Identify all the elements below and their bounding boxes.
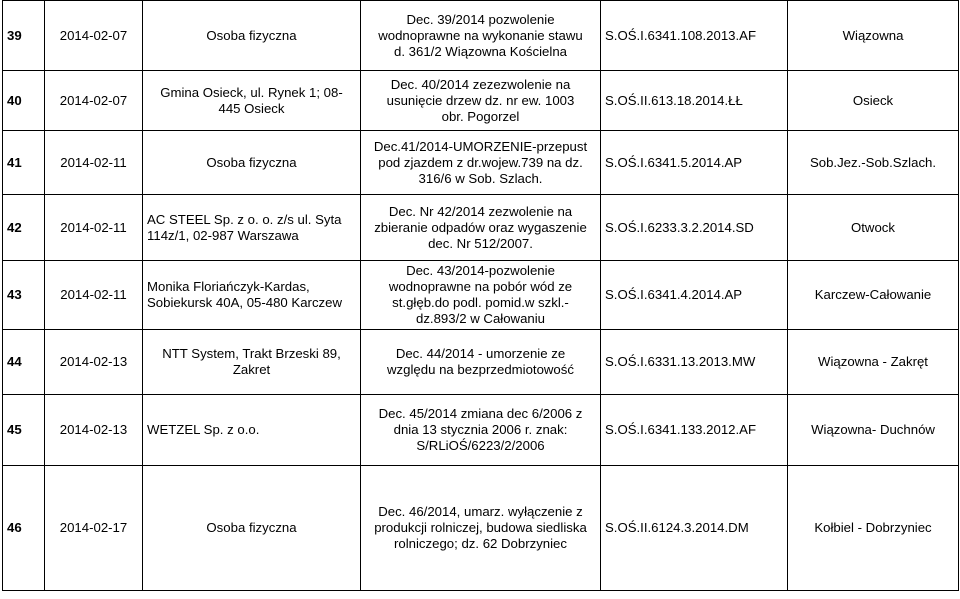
- location: Otwock: [788, 195, 959, 261]
- decision-description-line: produkcji rolniczej, budowa siedliska: [374, 520, 587, 535]
- decision-description-line: st.głęb.do podl. pomid.w szkl.-: [392, 295, 569, 310]
- applicant-line: WETZEL Sp. z o.o.: [147, 422, 260, 437]
- decision-description: [361, 71, 601, 131]
- applicant-line: NTT System, Trakt Brzeski 89,: [162, 346, 341, 361]
- decision-description-line: Dec. 44/2014 - umorzenie ze: [395, 346, 566, 361]
- row-number: 42: [3, 195, 45, 261]
- decision-description-line: Dec. 46/2014, umarz. wyłączenie z: [378, 504, 583, 519]
- applicant-line: Osoba fizyczna: [206, 27, 297, 43]
- case-reference: S.OŚ.I.6341.5.2014.AP: [601, 131, 788, 195]
- table-row: [3, 71, 959, 131]
- decision-description-line: Dec. 43/2014-pozwolenie: [406, 263, 555, 278]
- applicant: [143, 330, 361, 395]
- decision-description-line: względu na bezprzedmiotowość: [387, 362, 574, 377]
- decisions-table-body: [3, 1, 959, 591]
- row-number: 41: [3, 131, 45, 195]
- decision-date: 2014-02-11: [45, 195, 143, 261]
- location: Wiązowna - Zakręt: [788, 330, 959, 395]
- decision-description-line: wodnoprawne na wykonanie stawu: [378, 27, 583, 43]
- table-row: [3, 195, 959, 261]
- decision-date: 2014-02-13: [45, 330, 143, 395]
- decisions-table: [2, 0, 959, 591]
- decision-description: [361, 395, 601, 466]
- decision-date: 2014-02-17: [45, 466, 143, 591]
- applicant-line: AC STEEL Sp. z o. o. z/s ul. Syta: [147, 211, 342, 227]
- decision-description-line: zbieranie odpadów oraz wygaszenie: [374, 219, 587, 235]
- decision-description-line: Dec. 45/2014 zmiana dec 6/2006 z: [378, 406, 583, 421]
- case-reference: S.OŚ.II.613.18.2014.ŁŁ: [601, 71, 788, 131]
- decision-description-line: Dec. 40/2014 zezezwolenie na: [390, 76, 571, 92]
- case-reference: S.OŚ.I.6341.108.2013.AF: [601, 1, 788, 71]
- applicant: [143, 71, 361, 131]
- applicant-line: Sobiekursk 40A, 05-480 Karczew: [147, 295, 342, 310]
- location: Osieck: [788, 71, 959, 131]
- decision-description-line: Dec. Nr 42/2014 zezwolenie na: [388, 203, 573, 219]
- case-reference: S.OŚ.I.6341.133.2012.AF: [601, 395, 788, 466]
- decision-description-line: 316/6 w Sob. Szlach.: [418, 170, 543, 186]
- applicant-line: Osoba fizyczna: [206, 520, 297, 535]
- decision-description-line: wodnoprawne na pobór wód ze: [388, 279, 573, 294]
- decision-description-line: obr. Pogorzel: [441, 108, 520, 124]
- applicant: [143, 261, 361, 330]
- decision-description-line: d. 361/2 Wiązowna Kościelna: [393, 43, 567, 59]
- location: Sob.Jez.-Sob.Szlach.: [788, 131, 959, 195]
- decision-date: 2014-02-11: [45, 131, 143, 195]
- table-row: [3, 330, 959, 395]
- row-number: 44: [3, 330, 45, 395]
- applicant-line: Zakret: [232, 362, 271, 377]
- location: Wiązowna- Duchnów: [788, 395, 959, 466]
- decision-description: [361, 330, 601, 395]
- location: Karczew-Całowanie: [788, 261, 959, 330]
- table-row: [3, 1, 959, 71]
- decision-description-line: Dec. 39/2014 pozwolenie: [406, 11, 555, 27]
- decision-description-line: usunięcie drzew dz. nr ew. 1003: [386, 92, 575, 108]
- applicant-line: 114z/1, 02-987 Warszawa: [147, 227, 299, 243]
- case-reference: S.OŚ.II.6124.3.2014.DM: [601, 466, 788, 591]
- table-row: [3, 261, 959, 330]
- applicant: [143, 195, 361, 261]
- row-number: 39: [3, 1, 45, 71]
- row-number: 46: [3, 466, 45, 591]
- row-number: 40: [3, 71, 45, 131]
- decision-date: 2014-02-13: [45, 395, 143, 466]
- table-row: [3, 466, 959, 591]
- decision-date: 2014-02-07: [45, 1, 143, 71]
- table-row: [3, 131, 959, 195]
- decision-description: [361, 466, 601, 591]
- decision-description-line: S/RLiOŚ/6223/2/2006: [416, 438, 545, 453]
- applicant-line: 445 Osieck: [218, 100, 285, 116]
- decision-description-line: rolniczego; dz. 62 Dobrzyniec: [394, 536, 567, 551]
- decision-date: 2014-02-11: [45, 261, 143, 330]
- applicant: [143, 131, 361, 195]
- decision-description-line: Dec.41/2014-UMORZENIE-przepust: [373, 138, 588, 154]
- applicant-line: Osoba fizyczna: [206, 154, 297, 170]
- row-number: 43: [3, 261, 45, 330]
- decision-description-line: pod zjazdem z dr.wojew.739 na dz.: [378, 154, 583, 170]
- decision-date: 2014-02-07: [45, 71, 143, 131]
- applicant: [143, 395, 361, 466]
- decision-description: [361, 131, 601, 195]
- decision-description-line: dz.893/2 w Całowaniu: [415, 311, 546, 326]
- decision-description-line: dnia 13 stycznia 2006 r. znak:: [393, 422, 568, 437]
- location: Kołbiel - Dobrzyniec: [788, 466, 959, 591]
- applicant: [143, 1, 361, 71]
- decision-description: [361, 261, 601, 330]
- decision-description: [361, 1, 601, 71]
- location: Wiązowna: [788, 1, 959, 71]
- applicant-line: Monika Floriańczyk-Kardas,: [147, 279, 310, 294]
- applicant-line: Gmina Osieck, ul. Rynek 1; 08-: [160, 84, 343, 100]
- case-reference: S.OŚ.I.6331.13.2013.MW: [601, 330, 788, 395]
- decision-description-line: dec. Nr 512/2007.: [428, 235, 533, 251]
- decision-description: [361, 195, 601, 261]
- row-number: 45: [3, 395, 45, 466]
- table-row: [3, 395, 959, 466]
- case-reference: S.OŚ.I.6341.4.2014.AP: [601, 261, 788, 330]
- case-reference: S.OŚ.I.6233.3.2.2014.SD: [601, 195, 788, 261]
- applicant: [143, 466, 361, 591]
